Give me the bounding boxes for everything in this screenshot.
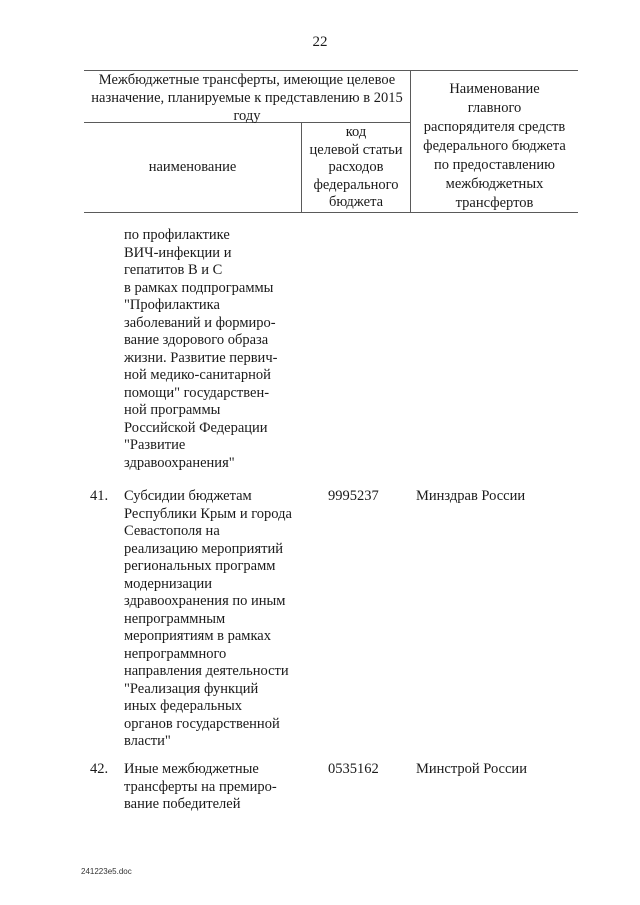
row-number: 41. — [90, 488, 109, 504]
header-group-title: Межбюджетные трансферты, имеющие целевое назначение, планируемые к представлению в 2015 году — [91, 72, 403, 124]
file-name-footer: 241223e5.doc — [81, 867, 132, 876]
row-administrator: Минздрав России — [416, 488, 526, 504]
page-number: 22 — [312, 34, 328, 50]
header-column-name: наименование — [148, 159, 237, 175]
row-name: Иные межбюджетные трансферты на премиро- вание победителей — [124, 761, 277, 812]
row-number: 42. — [90, 761, 109, 777]
row-name: по профилактике ВИЧ-инфекции и гепатитов B и C в рамках подпрограммы "Профилактика заболеваний и формиро- вание здорового образа жизни. Развитие первич- ной медико-санитарной помощи" государствен- ной программы Российской Федерации "Развитие здравоохранения" — [124, 227, 278, 471]
row-code: 0535162 — [328, 761, 379, 777]
header-column-admin: Наименование главного распорядителя средств федерального бюджета по предоставлению межбюджетных трансфертов — [423, 81, 566, 211]
row-name: Субсидии бюджетам Республики Крым и города Севастополя на реализацию мероприятий региональных программ модернизации здравоохранения по иным непрограммным мероприятиям в рамках непрограммного направления деятельности "Реализация функций иных федеральных органов государственной власти" — [124, 488, 292, 749]
header-column-code: код целевой статьи расходов федерального бюджета — [309, 124, 403, 210]
row-administrator: Минстрой России — [416, 761, 527, 777]
row-code: 9995237 — [328, 488, 379, 504]
